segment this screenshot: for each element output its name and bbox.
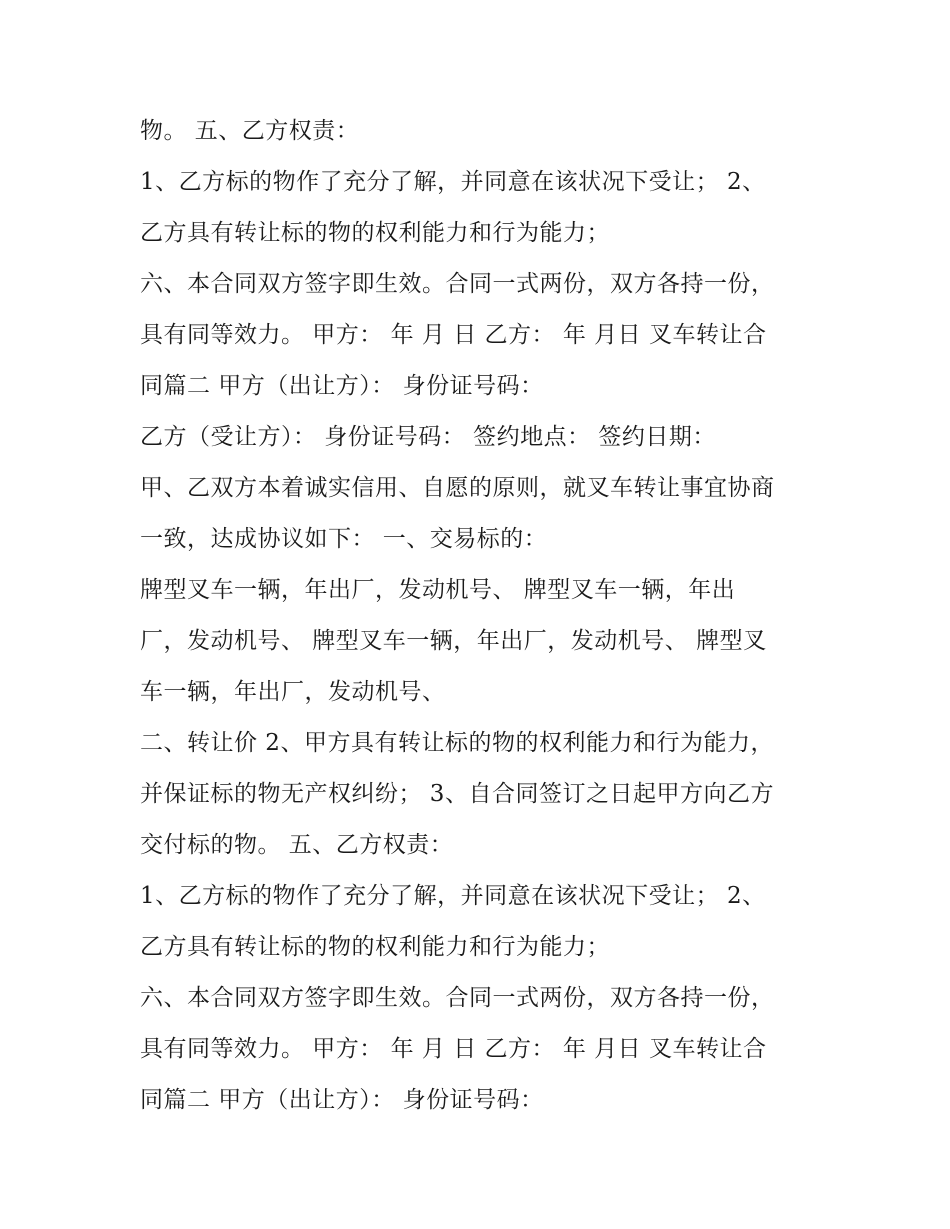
text-line: 乙方具有转让标的物的权利能力和行为能力； <box>140 934 610 960</box>
text-line: 物。 五、乙方权责： <box>140 118 360 144</box>
text-line: 六、本合同双方签字即生效。合同一式两份，双方各持一份， <box>140 985 775 1011</box>
text-line: 六、本合同双方签字即生效。合同一式两份，双方各持一份， <box>140 271 775 297</box>
text-line: 一致，达成协议如下： 一、交易标的： <box>140 526 548 552</box>
text-line: 乙方具有转让标的物的权利能力和行为能力； <box>140 220 610 246</box>
text-line: 并保证标的物无产权纠纷； 3、自合同签订之日起甲方向乙方 <box>140 781 774 807</box>
text-line: 车一辆，年出厂，发动机号、 <box>140 679 446 705</box>
text-line: 交付标的物。 五、乙方权责： <box>140 832 454 858</box>
text-line: 二、转让价 2、甲方具有转让标的物的权利能力和行为能力， <box>140 730 774 756</box>
document-body <box>140 106 840 1126</box>
text-line: 牌型叉车一辆，年出厂，发动机号、 牌型叉车一辆，年出 <box>140 577 736 603</box>
text-line: 1、乙方标的物作了充分了解，并同意在该状况下受让； 2、 <box>140 883 766 909</box>
text-line: 具有同等效力。 甲方： 年 月 日 乙方： 年 月日 叉车转让合 <box>140 1036 767 1062</box>
text-line: 甲、乙双方本着诚实信用、自愿的原则，就叉车转让事宜协商 <box>140 475 775 501</box>
text-line: 同篇二 甲方（出让方）： 身份证号码： <box>140 1087 544 1113</box>
text-line: 厂，发动机号、 牌型叉车一辆，年出厂，发动机号、 牌型叉 <box>140 628 767 654</box>
text-line: 乙方（受让方）： 身份证号码： 签约地点： 签约日期： <box>140 424 716 450</box>
text-line: 具有同等效力。 甲方： 年 月 日 乙方： 年 月日 叉车转让合 <box>140 322 767 348</box>
text-line: 1、乙方标的物作了充分了解，并同意在该状况下受让； 2、 <box>140 169 766 195</box>
text-line: 同篇二 甲方（出让方）： 身份证号码： <box>140 373 544 399</box>
